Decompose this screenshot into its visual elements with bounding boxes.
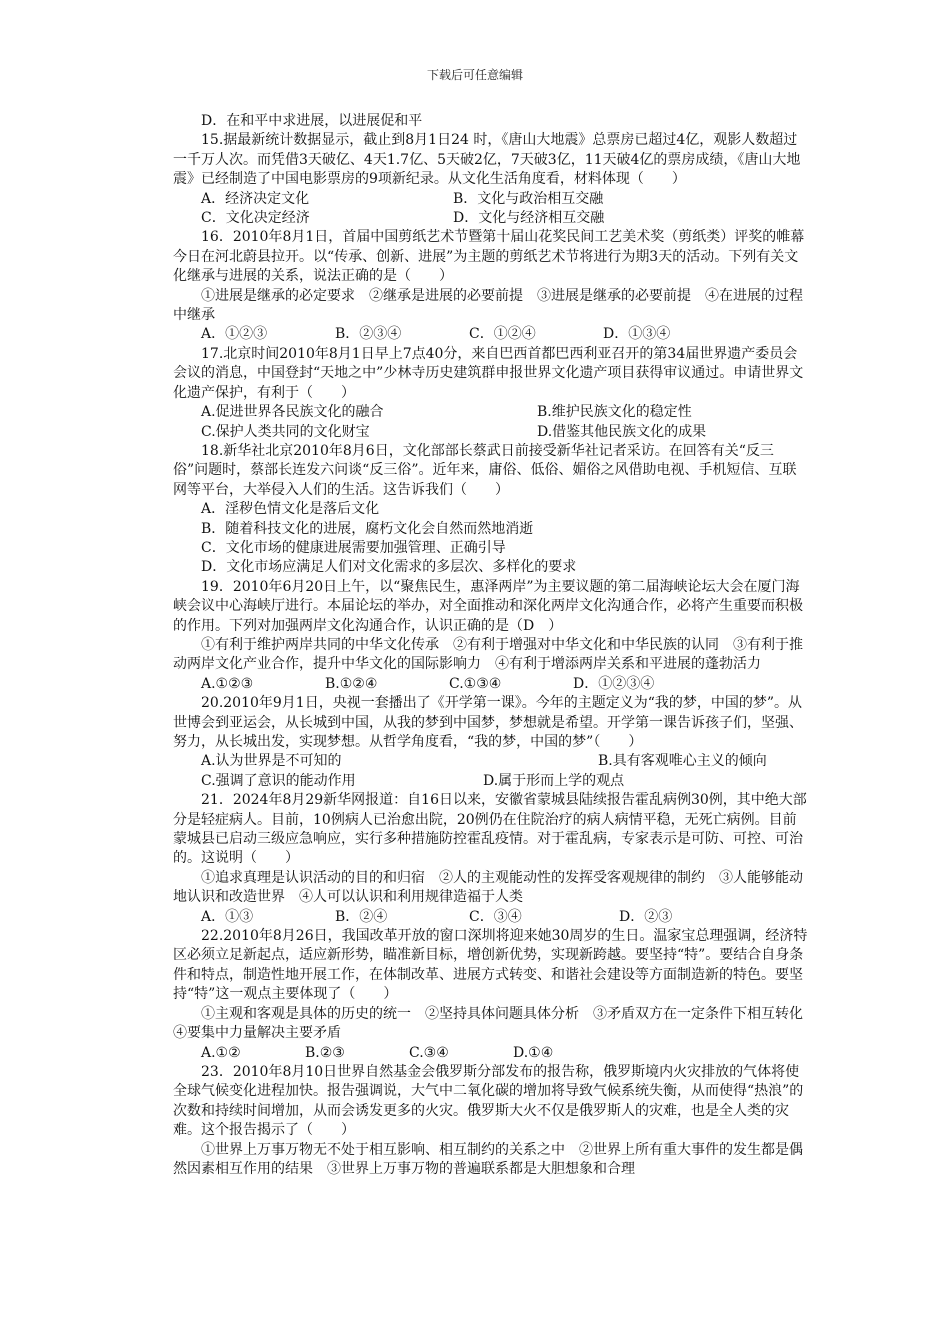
q22-option-b: B.②③ bbox=[305, 1044, 345, 1061]
q15-option-b: B．文化与政治相互交融 bbox=[453, 190, 604, 207]
q16-option-c: C．①②④ bbox=[469, 326, 536, 343]
question-19-stem: 19．2010年6月20日上午，以“聚焦民生，惠泽两岸”为主要议题的第二届海峡论坛大会在厦门海峡会议中心海峡厅进行。本届论坛的举办，对全面推动和深化两岸文化沟通合作，必将产生重要而积极的作用。下列对加强两岸文化沟通合作，认识正确的是（D ） bbox=[173, 578, 803, 634]
question-23-items: ①世界上万事万物无不处于相互影响、相互制约的关系之中 ②世界上所有重大事件的发生都是偶然因素相互作用的结果 ③世界上万事万物的普遍联系都是大胆想象和合理 bbox=[173, 1141, 803, 1177]
q21-option-a: A．①③ bbox=[201, 908, 254, 925]
q20-option-d: D.属于形而上学的观点 bbox=[483, 772, 625, 789]
q18-option-c: C．文化市场的健康进展需要加强管理、正确引导 bbox=[201, 539, 506, 556]
question-15-options-row2 bbox=[173, 209, 809, 228]
question-23-stem: 23．2010年8月10日世界自然基金会俄罗斯分部发布的报告称，俄罗斯境内火灾排放的气体将使全球气候变化进程加快。报告强调说，大气中二氧化碳的增加将导致气候系统失衡，从而使得“热浪”的次数和持续时间增加，从而会诱发更多的火灾。俄罗斯大火不仅是俄罗斯人的灾难，也是全人类的灾难。这个报告揭示了（ ） bbox=[173, 1063, 804, 1139]
q20-option-a: A.认为世界是不可知的 bbox=[201, 753, 342, 770]
q15-option-c: C．文化决定经济 bbox=[201, 210, 310, 227]
question-15-stem: 15.据最新统计数据显示，截止到8月1日24 时，《唐山大地震》总票房已超过4亿，观影人数超过一千万人次。而凭借3天破亿、4天1.7亿、5天破2亿，7天破3亿，11天破4亿的票房成绩，《唐山大地震》已经制造了中国电影票房的9项新纪录。从文化生活角度看，材料体现（ ） bbox=[173, 132, 801, 188]
question-21-stem: 21．2024年8月29新华网报道：自16日以来，安徽省蒙城县陆续报告霍乱病例30例，其中绝大部分是轻症病人。目前，10例病人已治愈出院，20例仍在住院治疗的病人病情平稳，无死亡病例。目前蒙城县已启动三级应急响应，实行多种措施防控霍乱疫情。对于霍乱病，专家表示是可防、可控、可治的。这说明（ ） bbox=[173, 792, 807, 867]
q16-option-b: B．②③④ bbox=[335, 326, 402, 343]
question-16-options bbox=[173, 325, 809, 344]
page-header: 下载后可任意编辑 bbox=[426, 68, 523, 82]
q17-option-d: D.借鉴其他民族文化的成果 bbox=[537, 423, 707, 440]
question-17-options-row1 bbox=[173, 403, 809, 422]
q20-option-c: C.强调了意识的能动作用 bbox=[201, 772, 356, 789]
question-19-options bbox=[173, 675, 809, 694]
question-17-options-row2 bbox=[173, 423, 809, 442]
question-16-items: ①进展是继承的必定要求 ②继承是进展的必要前提 ③进展是继承的必要前提 ④在进展的过程中继承 bbox=[173, 287, 803, 324]
q19-option-b: B.①②④ bbox=[325, 675, 378, 692]
q19-option-d: D．①②③④ bbox=[573, 675, 655, 692]
q21-option-b: B．②④ bbox=[335, 908, 388, 925]
q18-option-b: B．随着科技文化的进展，腐朽文化会自然而然地消逝 bbox=[201, 520, 534, 537]
question-21-items: ①追求真理是认识活动的目的和归宿 ②人的主观能动性的发挥受客观规律的制约 ③人能够能动地认识和改造世界 ④人可以认识和利用规律造福于人类 bbox=[173, 869, 803, 906]
question-16-stem: 16．2010年8月1日，首届中国剪纸艺术节暨第十届山花奖民间工艺美术奖（剪纸类）评奖的帷幕今日在河北蔚县拉开。以“传承、创新、进展”为主题的剪纸艺术节将进行为期3天的活动。下列有关文化继承与进展的关系，说法正确的是（ ） bbox=[173, 229, 805, 285]
question-22-options bbox=[173, 1044, 809, 1063]
q21-option-d: D．②③ bbox=[619, 908, 673, 925]
q16-option-d: D．①③④ bbox=[603, 326, 671, 343]
q16-option-a: A．①②③ bbox=[201, 326, 268, 343]
document-body bbox=[173, 112, 817, 1179]
q15-option-a: A．经济决定文化 bbox=[201, 190, 310, 207]
question-22-stem: 22.2010年8月26日，我国改革开放的窗口深圳将迎来她30周岁的生日。温家宝总理强调，经济特区必须立足新起点，适应新形势，瞄准新目标，增创新优势，实现新跨越。要坚持“特”。要结合自身条件和特点，制造性地开展工作，在体制改革、进展方式转变、和谐社会建设等方面制造新的特色。要坚持“特”这一观点主要体现了（ ） bbox=[173, 928, 808, 1003]
q17-option-a: A.促进世界各民族文化的融合 bbox=[201, 404, 384, 421]
question-20-options-row2 bbox=[173, 772, 809, 791]
q22-option-d: D.①④ bbox=[513, 1044, 554, 1061]
question-20-stem: 20.2010年9月1日，央视一套播出了《开学第一课》。今年的主题定义为“我的梦，中国的梦”。从世博会到亚运会，从长城到中国，从我的梦到中国梦，梦想就是希望。开学第一课告诉孩子们，坚强、努力，从长城出发，实现梦想。从哲学角度看，“我的梦，中国的梦”（ ） bbox=[173, 695, 803, 750]
question-18-stem: 18.新华社北京2010年8月6日，文化部部长蔡武日前接受新华社记者采访。在回答有关“反三俗”问题时，蔡部长连发六问谈“反三俗”。近年来，庸俗、低俗、媚俗之风借助电视、手机短信、互联网等平台，大举侵入人们的生活。这告诉我们（ ） bbox=[173, 442, 797, 498]
q20-option-b: B.具有客观唯心主义的倾向 bbox=[598, 753, 767, 770]
q15-option-d: D．文化与经济相互交融 bbox=[453, 210, 605, 227]
q18-option-a: A．淫秽色情文化是落后文化 bbox=[201, 501, 380, 518]
question-19-items: ①有利于维护两岸共同的中华文化传承 ②有利于增强对中华文化和中华民族的认同 ③有利于推动两岸文化产业合作，提升中华文化的国际影响力 ④有利于增添两岸关系和平进展的蓬勃活力 bbox=[173, 636, 803, 673]
q22-option-a: A.①② bbox=[201, 1044, 241, 1061]
q17-option-b: B.维护民族文化的稳定性 bbox=[537, 404, 692, 421]
question-21-options bbox=[173, 908, 809, 927]
q17-option-c: C.保护人类共同的文化财宝 bbox=[201, 423, 370, 440]
q21-option-c: C．③④ bbox=[469, 908, 522, 925]
question-15-options-row1 bbox=[173, 190, 809, 209]
q19-option-c: C.①③④ bbox=[449, 675, 502, 692]
question-17-stem: 17.北京时间2010年8月1日早上7点40分，来自巴西首都巴西利亚召开的第34届世界遗产委员会会议的消息，中国登封“天地之中”少林寺历史建筑群申报世界文化遗产项目获得审议通过。申请世界文化遗产保护，有利于（ ） bbox=[173, 345, 804, 401]
question-22-items: ①主观和客观是具体的历史的统一 ②坚持具体问题具体分析 ③矛盾双方在一定条件下相互转化 ④要集中力量解决主要矛盾 bbox=[173, 1005, 817, 1042]
prev-option-d: D．在和平中求进展，以进展促和平 bbox=[201, 113, 423, 129]
q19-option-a: A.①②③ bbox=[201, 675, 254, 692]
q22-option-c: C.③④ bbox=[409, 1044, 449, 1061]
q18-option-d: D．文化市场应满足人们对文化需求的多层次、多样化的要求 bbox=[201, 559, 577, 576]
question-20-options-row1 bbox=[173, 752, 809, 771]
